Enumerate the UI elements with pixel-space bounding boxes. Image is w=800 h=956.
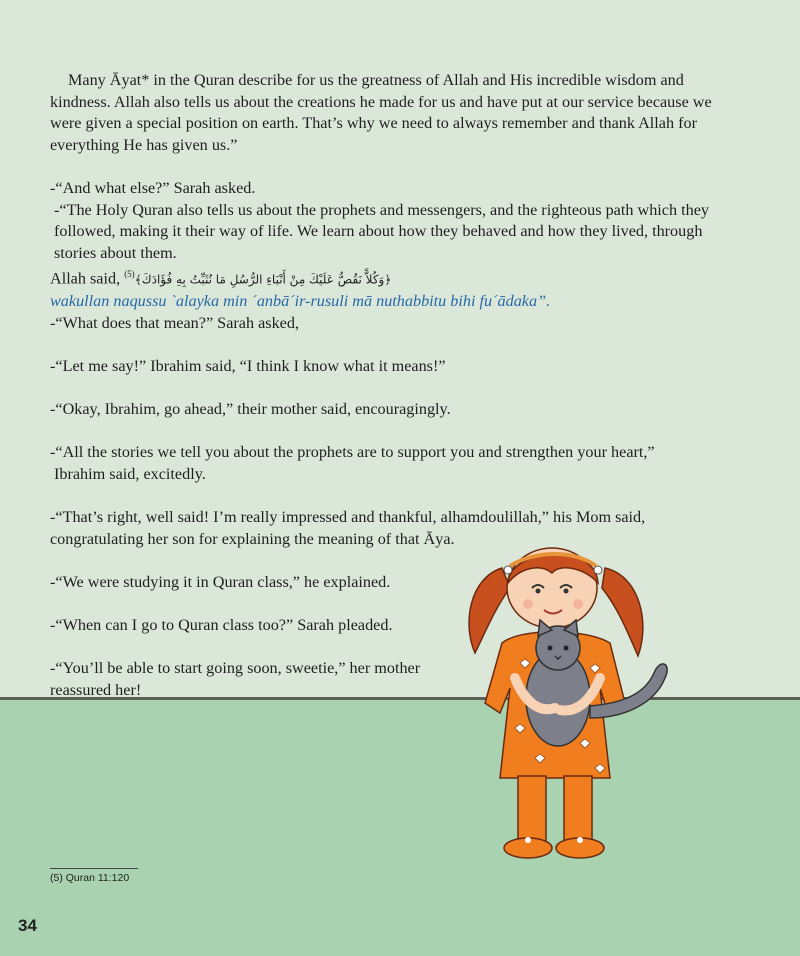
allah-said-text: Allah said, (50, 269, 121, 288)
paragraph-ibrahim-excited: Ibrahim said, excitedly. (54, 465, 206, 484)
paragraph-quran-class: -“We were studying it in Quran class,” he explained. (50, 573, 391, 592)
footnote-reference: (5) (124, 269, 135, 280)
paragraph-go-ahead: -“Okay, Ibrahim, go ahead,” their mother said, encouragingly. (50, 400, 451, 419)
paragraph-sarah-asks: -“And what else?” Sarah asked. (50, 178, 256, 197)
paragraph-prophets: -“The Holy Quran also tells us about the prophets and messengers, and the righteous path which they followed, making it their way of life. We learn about how they behaved and how they lived, through stories about them. (54, 200, 709, 262)
footnote: (5) Quran 11:120 (50, 872, 130, 884)
paragraph-stories-support: -“All the stories we tell you about the prophets are to support you and strengthen your heart,” (50, 443, 655, 462)
paragraph-reassured: reassured her! (50, 681, 142, 700)
paragraph-start-soon: -“You’ll be able to start going soon, sweetie,” her mother (50, 659, 421, 678)
paragraph-let-me-say: -“Let me say!” Ibrahim said, “I think I know what it means!” (50, 357, 446, 376)
paragraph-congratulating: congratulating her son for explaining the meaning of that Āya. (50, 529, 455, 548)
paragraph-sarah-pleaded: -“When can I go to Quran class too?” Sarah pleaded. (50, 616, 393, 635)
verse-transliteration: wakullan naqussu `alayka min ´anbā´ir-rusuli mā nuthabbitu bihi fu´ādaka”. (50, 292, 551, 311)
verse-line (50, 264, 740, 291)
footnote-divider (50, 868, 138, 869)
page-number: 34 (18, 916, 37, 935)
paragraph-well-said: -“That’s right, well said! I’m really impressed and thankful, alhamdoulillah,” his Mom said, (50, 508, 646, 527)
paragraph-intro: Many Āyat* in the Quran describe for us the greatness of Allah and His incredible wisdom and kindness. Allah also tells us about the creations he made for us and have put at our service because we were given a special position on earth. That’s why we need to always remember and thank Allah for everything He has given us.” (50, 71, 712, 154)
arabic-verse: ﴿وَكُلاًّ نَقُصُّ عَلَيْكَ مِنْ أَنْبَاءِ الرُّسُلِ مَا نُثَبِّتُ بِهِ فُؤَادَكَ﴾ (134, 272, 392, 287)
paragraph-what-mean: -“What does that mean?” Sarah asked, (50, 313, 299, 332)
girl-holding-cat-icon (440, 528, 690, 868)
